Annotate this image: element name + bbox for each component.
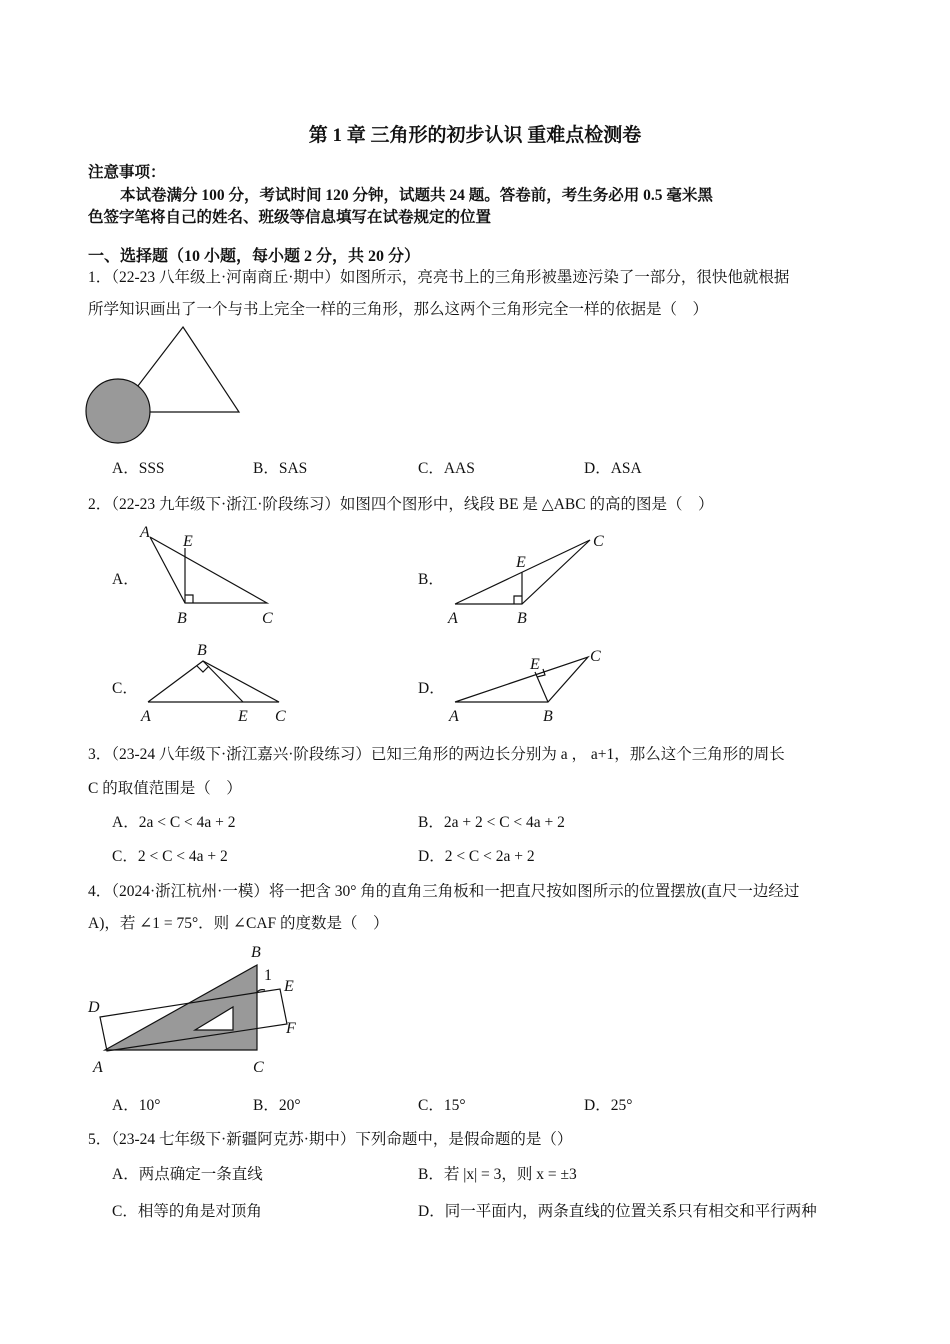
q4-option-a[interactable]: A．10° [112,1097,161,1114]
q1-option-a[interactable]: A．SSS [112,460,165,477]
label-b: B [177,610,187,627]
q3-option-a[interactable]: A．2a < C < 4a + 2 [112,814,236,831]
q3-text-2: C 的取值范围是（ ） [88,780,242,797]
q2-figure-d [448,648,601,725]
q2-figure-b [447,533,604,627]
figure-label: F [286,1020,296,1037]
q5-option-a[interactable]: A．两点确定一条直线 [112,1166,263,1183]
q5-option-d[interactable]: D．同一平面内，两条直线的位置关系只有相交和平行两种 [418,1203,817,1220]
q2-option-b[interactable]: B． [418,571,444,588]
section-heading: 一、选择题（10 小题，每小题 2 分，共 20 分） [88,248,421,265]
label-e: E [183,533,193,550]
figure-label: B [197,642,207,659]
q3-option-d[interactable]: D．2 < C < 2a + 2 [418,848,535,865]
q3-text: 3．（23-24 八年级下·浙江嘉兴·阶段练习）已知三角形的两边长分别为 a ， a+1，那么这个三角形的周长 [88,746,785,763]
q1-option-b[interactable]: B．SAS [253,460,308,477]
q1-text-2: 所学知识画出了一个与书上完全一样的三角形，那么这两个三角形完全一样的依据是（ ） [88,301,709,318]
label-c: C [262,610,273,627]
q2-figure-a [139,524,273,627]
q5-option-c[interactable]: C．相等的角是对顶角 [112,1203,262,1220]
figure-label: C [275,708,286,725]
q4-option-d[interactable]: D．25° [584,1097,633,1114]
q2-option-c[interactable]: C． [112,680,138,697]
q2-option-a[interactable]: A． [112,571,139,588]
q4-figure [87,944,296,1076]
figure-label: E [284,978,294,995]
figure-label: B [517,610,527,627]
q1-option-d[interactable]: D．ASA [584,460,642,477]
figure-label: C [253,1059,264,1076]
q5-text: 5．（23-24 七年级下·新疆阿克苏·期中）下列命题中，是假命题的是（） [88,1131,573,1148]
figure-label: 1 [264,967,272,984]
figure-label: B [251,944,261,961]
notice-line2: 色签字笔将自己的姓名、班级等信息填写在试卷规定的位置 [88,209,492,226]
figure-label: A [448,610,458,627]
q4-text-2: A)，若 ∠1 = 75°．则 ∠CAF 的度数是（ ） [88,915,389,932]
figure-label: E [516,554,526,571]
q1-text: 1．（22-23 八年级上·河南商丘·期中）如图所示，亮亮书上的三角形被墨迹污染了一部分，很快他就根据 [88,269,790,286]
figure-label: D [88,999,100,1016]
notice-heading: 注意事项： [88,164,166,181]
q3-option-c[interactable]: C．2 < C < 4a + 2 [112,848,228,865]
q1-ink-blot [86,379,150,443]
notice-line1: 本试卷满分 100 分，考试时间 120 分钟，试题共 24 题。答卷前，考生务必用 0.5 毫米黑 [120,187,713,204]
figure-label: A [141,708,151,725]
q2-figure-c [140,642,286,725]
q4-option-b[interactable]: B．20° [253,1097,301,1114]
q1-option-c[interactable]: C．AAS [418,460,475,477]
q5-option-b[interactable]: B．若 |x| = 3，则 x = ±3 [418,1166,577,1183]
figure-label: E [238,708,248,725]
q4-text: 4．（2024·浙江杭州·一模）将一把含 30° 角的直角三角板和一把直尺按如图所示的位置摆放(直尺一边经过 [88,883,800,900]
figure-label: E [530,656,540,673]
figure-label: C [590,648,601,665]
q2-option-d[interactable]: D． [418,680,445,697]
figure-label: B [543,708,553,725]
q4-option-c[interactable]: C．15° [418,1097,466,1114]
label-a: A [140,524,150,541]
figure-label: C [593,533,604,550]
q2-text: 2．（22-23 九年级下·浙江·阶段练习）如图四个图形中，线段 BE 是 △ABC 的高的图是（ ） [88,496,714,513]
q1-figure [86,327,239,443]
figure-label: A [449,708,459,725]
page-title: 第 1 章 三角形的初步认识 重难点检测卷 [308,125,642,146]
q3-option-b[interactable]: B．2a + 2 < C < 4a + 2 [418,814,565,831]
figure-label: A [93,1059,103,1076]
